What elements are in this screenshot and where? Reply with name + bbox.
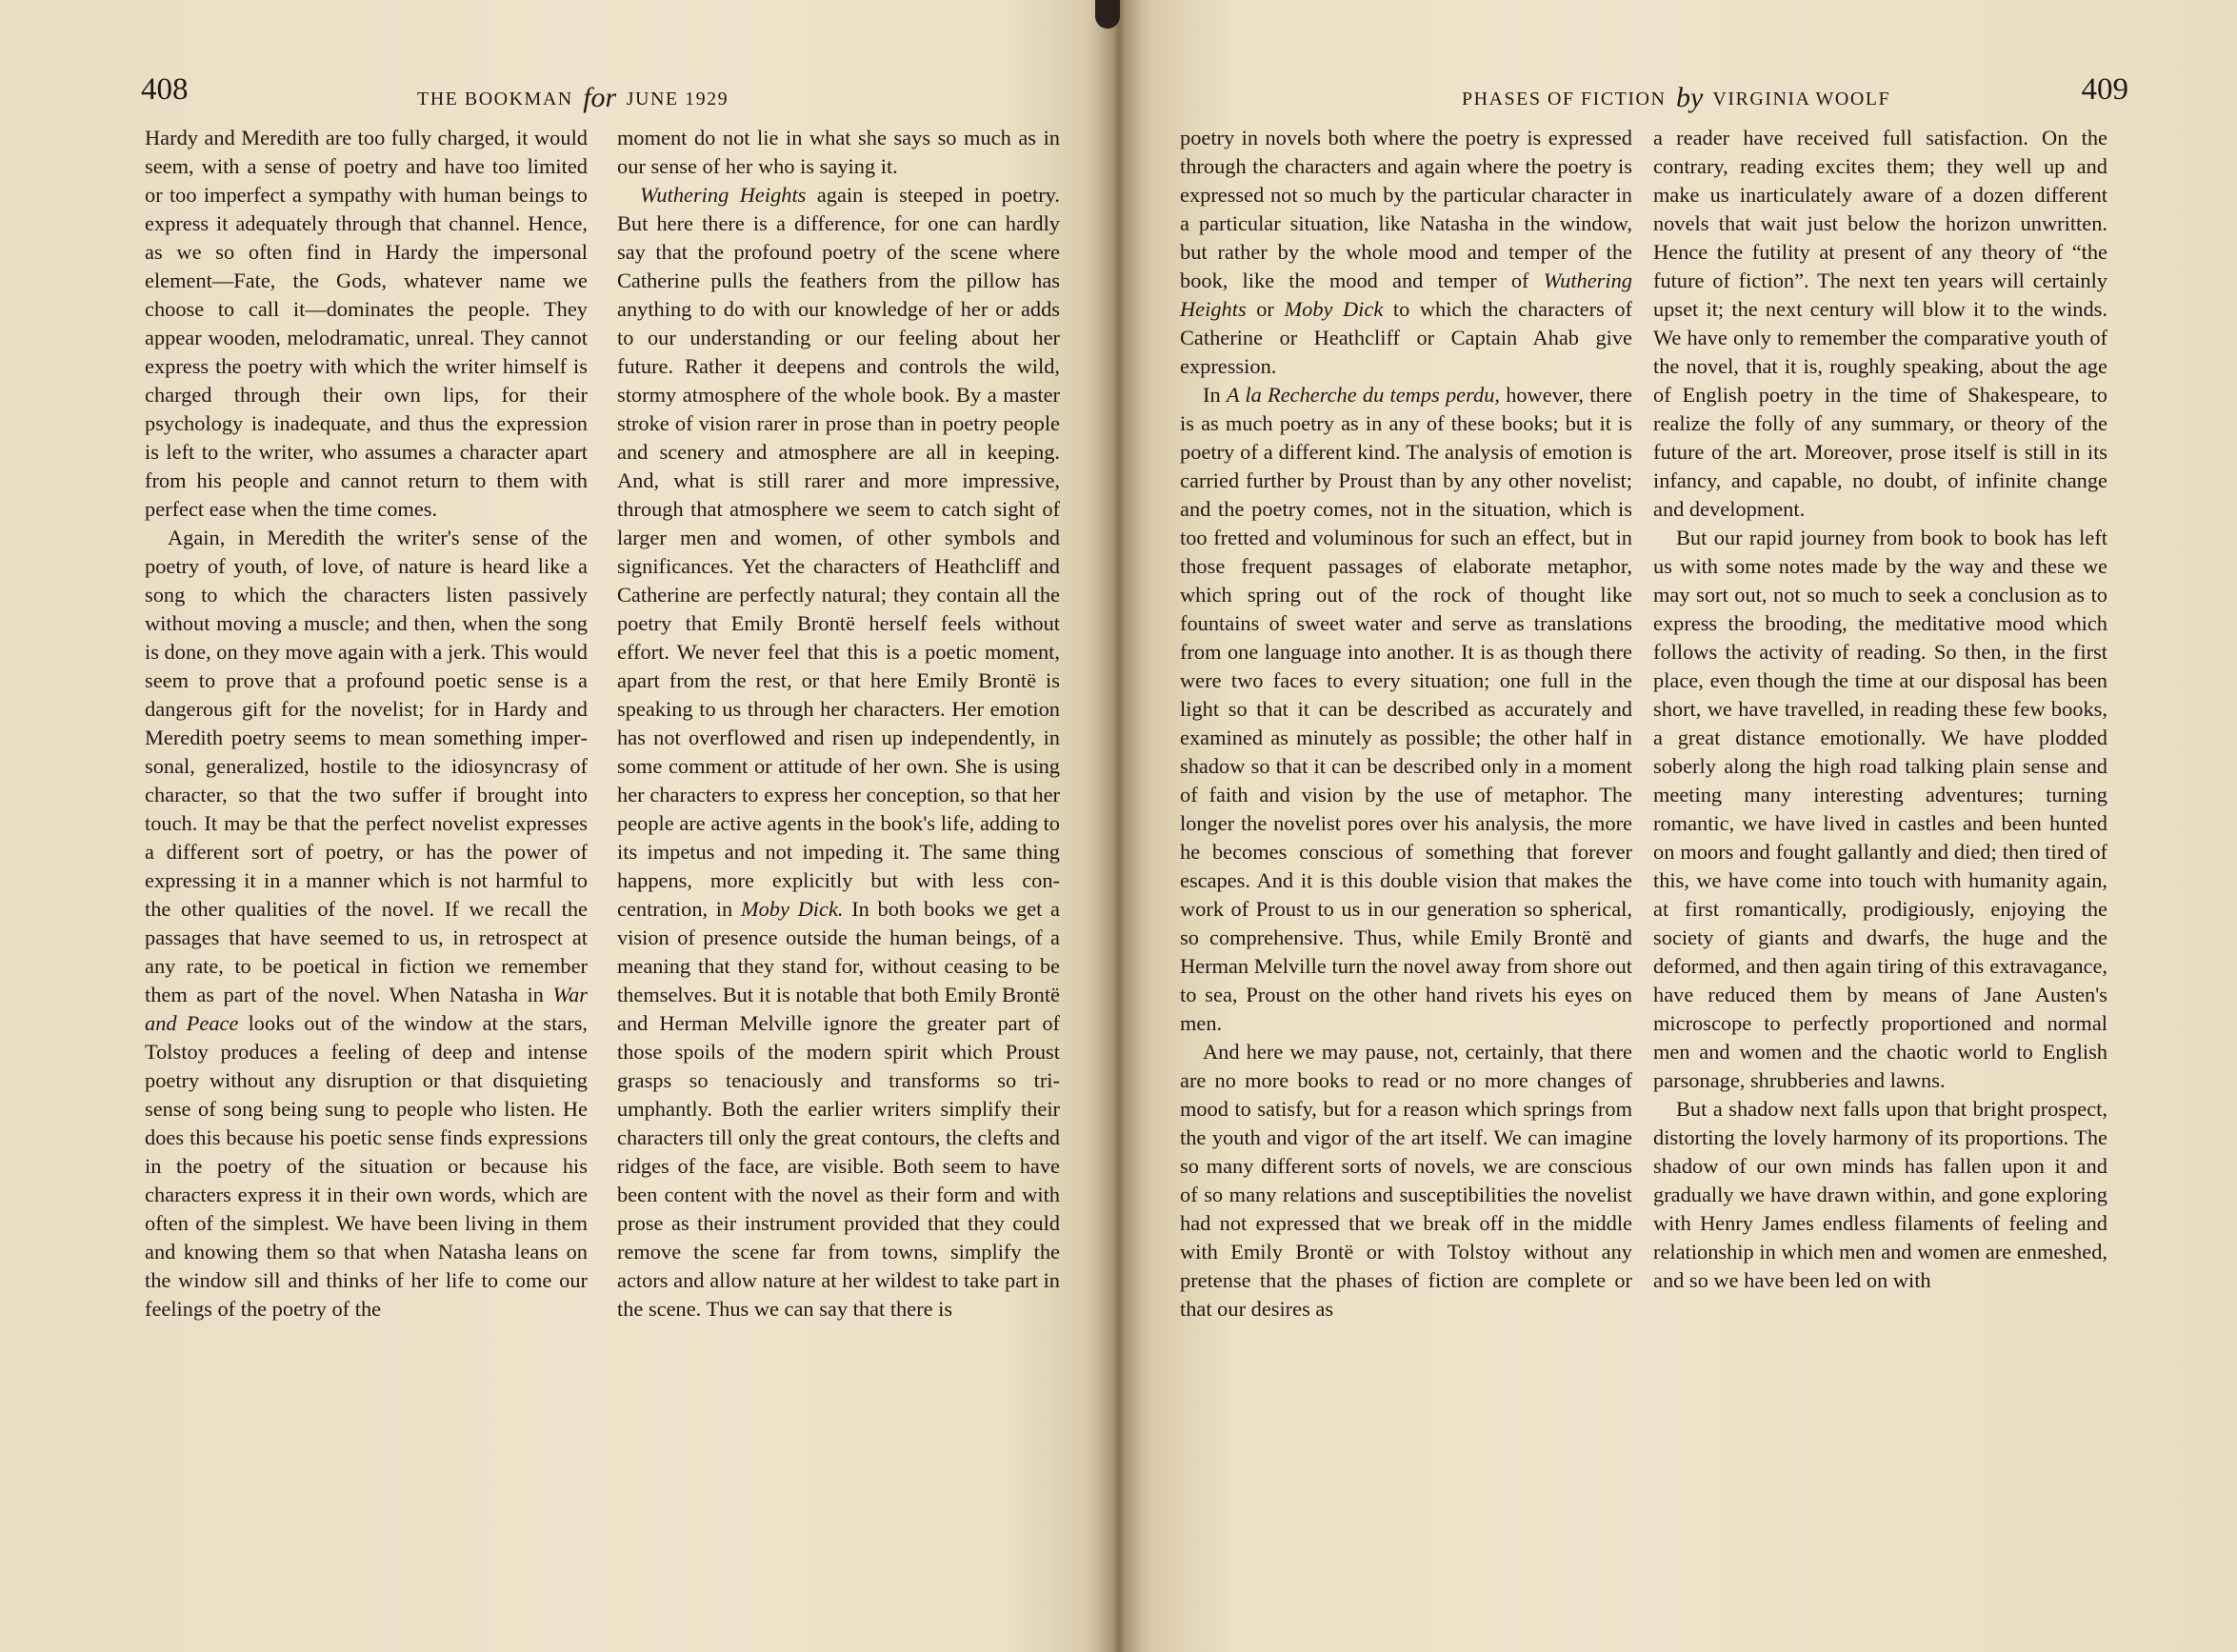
- book-title: Moby Dick.: [740, 897, 844, 921]
- journal-name: THE BOOKMAN: [417, 89, 573, 109]
- issue-date: JUNE 1929: [626, 89, 729, 109]
- text-run: poetry in novels both where the poetry is expressed through the characters and again where the poetry is expressed not so much by the particular character in a particular situation, like Natasha in the window, but rather by the whole mood and temper of the book, like the mood and temper of: [1180, 126, 1632, 292]
- text-run: however, there is as much poetry as in any of these books; but it is poetry of a different kind. The analysis of emotion is carried further by Proust than by any other novelist; and the poetry comes, not in the situation, which is too fretted and voluminous for such an effect, but in those frequent passages of elaborate metaphor, which spring out of the rock of thought like fountains of sweet water and serve as translations from one language into another. It is as though there were two faces to every situation; one full in the light so that it can be described as accurately and examined as minutely as possible; the other half in shadow so that it can be described only in a moment of faith and vision by the use of metaphor. The longer the novelist pores over his analysis, the more he becomes conscious of something that forever escapes. And it is this double vision that makes the work of Proust to us in our generation so spherical, so comprehensive. Thus, while Emily Brontë and Herman Melville turn the novel away from shore out to sea, Proust on the other hand rivets his eyes on men.: [1180, 383, 1632, 1035]
- paragraph: [145, 524, 588, 1324]
- right-page: [1124, 0, 2237, 1652]
- paragraph: But our rapid journey from book to book has left us with some notes made by the way and these we may sort out, not so much to seek a conclusion as to express the brooding, the meditative mood which follows the activity of reading. So then, in the first place, even though the time at our disposal has been short, we have travelled, in reading these few books, a great distance emotionally. We have plodded soberly along the high road talking plain sense and meeting many interesting adventures; turning romantic, we have lived in castles and been hunted on moors and fought gallantly and died; then tired of this, we have come into touch with humanity again, at first romantically, prodigiously, enjoying the society of giants and dwarfs, the huge and the deformed, and then again tiring of this extravagance, have reduced them by means of Jane Austen's microscope to perfectly proportioned and normal men and women and the chaotic world to English parsonage, shrubberies and lawns.: [1653, 526, 2107, 1092]
- paragraph: moment do not lie in what she says so much as in our sense of her who is saying it.: [617, 126, 1060, 178]
- left-column-2: [617, 124, 1060, 1324]
- paragraph: [1180, 381, 1632, 1038]
- paragraph: a reader have received full satisfaction. On the contrary, reading excites them; they well up and make us inarticulately aware of a dozen different novels that wait just below the horizon unwritten. Hence the futility at present of any theory of “the future of fiction”. The next ten years will certainly upset it; the next century will blow it to the winds. We have only to remember the comparative youth of the novel, that it is, roughly speaking, about the age of English poetry in the time of Shakespeare, to realize the folly of any summary, or theory of the future of the art. Moreover, prose itself is still in its infancy, and capable, no doubt, of infinite change and development.: [1653, 126, 2107, 521]
- left-page-header: [141, 72, 1079, 114]
- running-head: [417, 80, 729, 112]
- text-run: again is steeped in poetry. But here there is a difference, for one can hardly say that the profound poetry of the scene where Catherine pulls the feathers from the pillow has anything to do with our knowledge of her or adds to our understanding or our feeling about her future. Rather it deepens and controls the wild, stormy atmosphere of the whole book. By a master stroke of vision rarer in prose than in poetry people and scenery and atmosphere are all in keeping. And, what is still rarer and more impressive, through that atmosphere we seem to catch sight of larger men and women, of other symbols and significances. Yet the characters of Heathcliff and Catherine are perfectly natural; they contain all the poetry that Emily Brontë herself feels without effort. We never feel that this is a poetic moment, apart from the rest, or that here Emily Brontë is speaking to us through her characters. Her emotion has not overflowed and risen up independently, in some comment or attitude of her own. She is using her characters to express her conception, so that her people are active agents in the book's life, adding to its impetus and not impeding it. The same thing happens, more explicitly but with less concentration, in: [617, 183, 1060, 921]
- right-column-2: [1653, 124, 2107, 1295]
- text-run: to which the characters of Catherine or Heathcliff or Captain Ahab give expression.: [1180, 297, 1632, 378]
- book-title: War and Peace: [145, 983, 588, 1035]
- paragraph: [1180, 124, 1632, 381]
- paragraph: And here we may pause, not, certainly, that there are no more books to read or no more changes of mood to satisfy, but for a reason which springs from the youth and vigor of the art itself. We can imagine so many different sorts of novels, we are conscious of so many relations and susceptibilities the novelist had not expressed that we break off in the middle with Emily Brontë or with Tolstoy without any pretense that the phases of fiction are complete or that our desires as: [1180, 1040, 1632, 1321]
- right-page-header: [1176, 72, 2128, 114]
- running-head-for: for: [583, 82, 617, 113]
- page-number: 409: [2081, 72, 2128, 107]
- author-name: VIRGINIA WOOLF: [1712, 89, 1891, 109]
- text-run: In: [1203, 383, 1221, 407]
- paragraph: But a shadow next falls upon that bright prospect, distorting the lovely harmony of its proportions. The shadow of our own minds has fallen upon it and gradually we have drawn within, and gone exploring with Henry James endless filaments of feeling and relationship in which men and women are enmeshed, and so we have been led on with: [1653, 1097, 2107, 1292]
- left-page: [0, 0, 1114, 1652]
- text-run: Again, in Meredith the writer's sense of the poetry of youth, of love, of nature is heard like a song to which the characters listen passively without moving a muscle; and then, when the song is done, on they move again with a jerk. This would seem to prove that a profound poetic sense is a dangerous gift for the novelist; for in Hardy and Meredith poetry seems to mean something impersonal, generalized, hostile to the idiosyncrasy of character, so that the two suffer if brought into touch. It may be that the perfect novelist expresses a different sort of poetry, or has the power of expressing it in a manner which is not harmful to the other qualities of the novel. If we recall the passages that have seemed to us, in retrospect at any rate, to be poetical in fiction we remember them as part of the novel. When Natasha in: [145, 526, 588, 1006]
- paragraph: [617, 181, 1060, 1324]
- book-title: A la Recherche du temps perdu,: [1226, 383, 1500, 407]
- article-title: PHASES OF FICTION: [1462, 89, 1667, 109]
- book-title: Moby Dick: [1284, 297, 1384, 321]
- book-title: Wuthering Heights: [1180, 269, 1632, 321]
- running-head: [1462, 80, 1890, 112]
- text-run: looks out of the window at the stars, Tolstoy produces a feeling of deep and intense poetry without any disruption or that disquieting sense of song being sung to people who listen. He does this because his poetic sense finds expressions in the poetry of the situation or because his characters express it in their own words, which are often of the simplest. We have been living in them and knowing them so that when Natasha leans on the window sill and thinks of her life to come our feelings of the poetry of the: [145, 1011, 589, 1321]
- paragraph: Hardy and Meredith are too fully charged, it would seem, with a sense of poetry and have too limited or too imperfect a sympathy with human beings to express it adequately through that channel. Hence, as we so often find in Hardy the impersonal element—Fate, the Gods, whatever name we choose to call it—dominates the people. They appear wooden, melodramatic, unreal. They cannot express the poetry with which the writer himself is charged through their own lips, for their psychology is inadequate, and thus the expression is left to the writer, who assumes a character apart from his people and cannot return to them with perfect ease when the time comes.: [145, 126, 588, 521]
- page-number: 408: [141, 72, 189, 107]
- running-head-by: by: [1675, 82, 1704, 113]
- book-title: Wuthering Heights: [640, 183, 807, 207]
- text-run: or: [1256, 297, 1274, 321]
- right-column-1: [1180, 124, 1632, 1324]
- text-run: In both books we get a vision of presence outside the human beings, of a meaning that they stand for, without ceasing to be themselves. But it is notable that both Emily Brontë and Herman Melville ignore the greater part of those spoils of the modern spirit which Proust grasps so tenaciously and transforms so triumphantly. Both the earlier writers simplify their characters till only the great contours, the clefts and ridges of the face, are visible. Both seem to have been content with the novel as their form and with prose as their instrument provided that they could remove the scene far from towns, simplify the actors and allow nature at her wildest to take part in the scene. Thus we can say that there is: [617, 897, 1060, 1321]
- left-column-1: [145, 124, 588, 1324]
